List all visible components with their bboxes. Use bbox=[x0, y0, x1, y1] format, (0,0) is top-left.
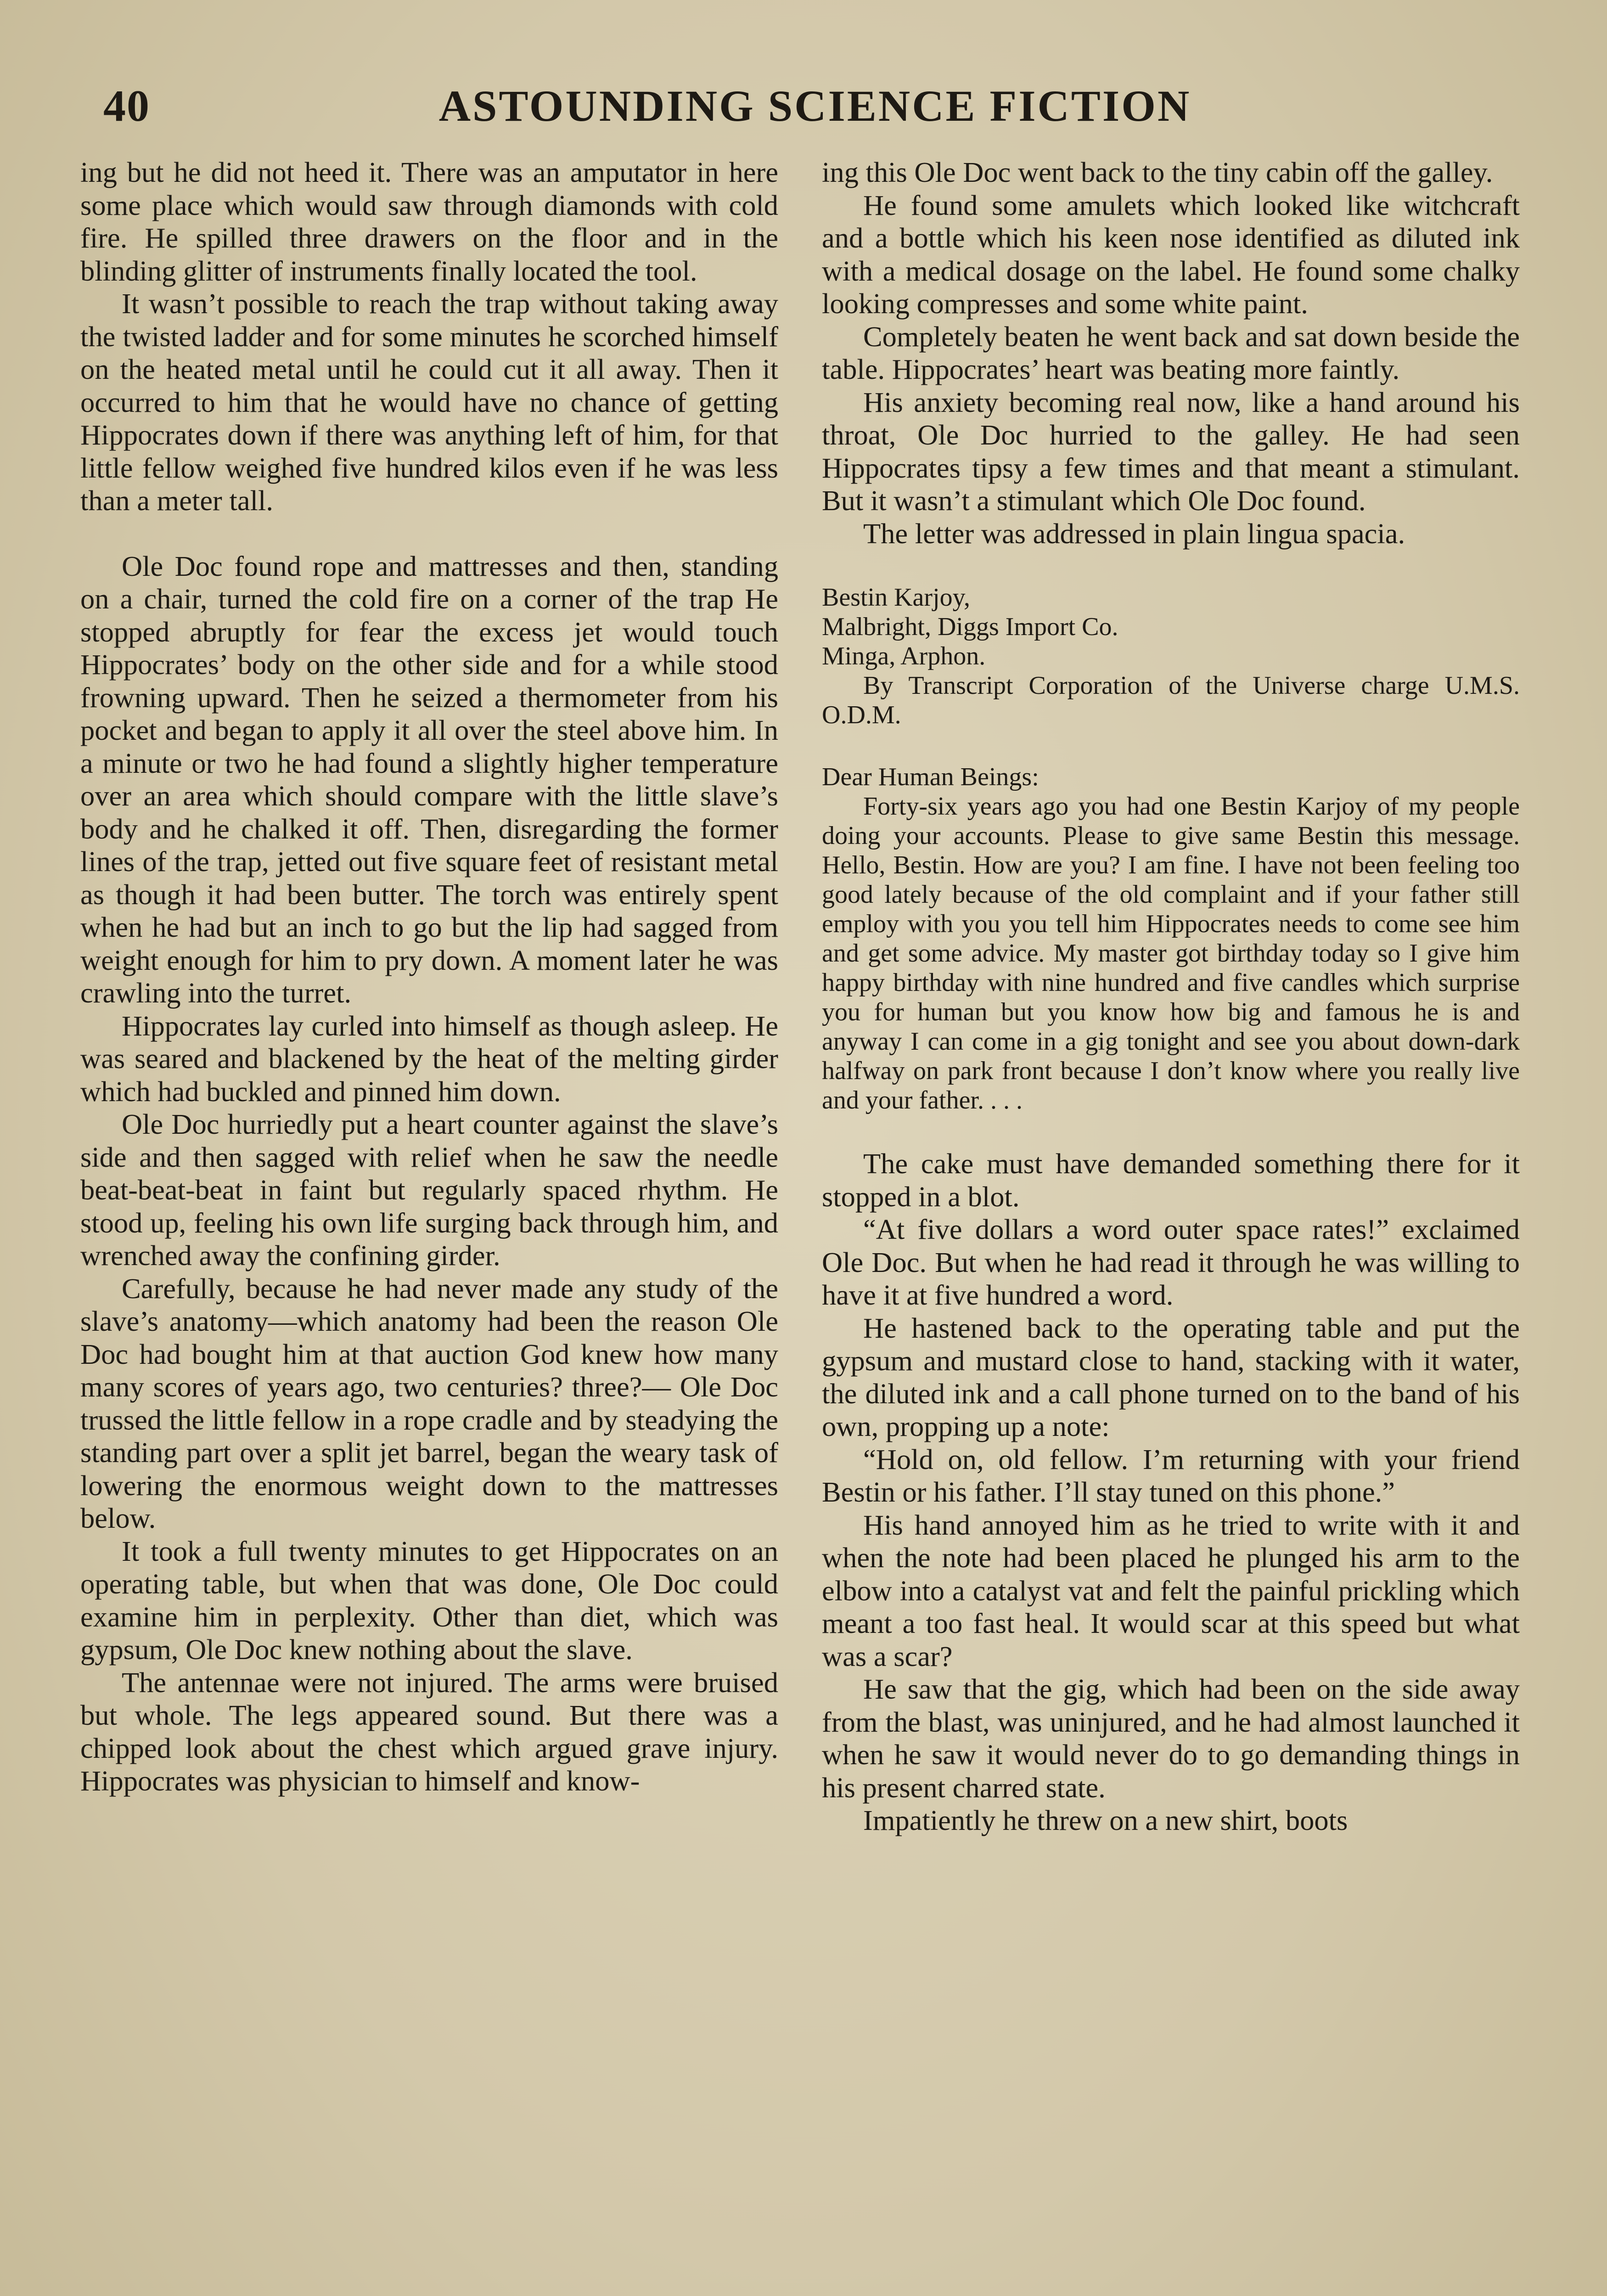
running-title: ASTOUNDING SCIENCE FICTION bbox=[438, 81, 1191, 130]
paragraph: He hastened back to the operating table and put the gypsum and mustard close to hand, stacking with it water, the diluted ink and a call phone turned on to the band of his own, propping up a note: bbox=[822, 1311, 1520, 1442]
page-number: 40 bbox=[103, 81, 150, 131]
letter-body: Forty-six years ago you had one Bestin Karjoy of my people doing your accounts. Please to give same Bestin this message. Hello, Bestin. How are you? I am fine. I have not been feeling too good lately because of the old complaint and if your father still employ with you you tell him Hippocrates needs to come see him and get some advice. My master got birthday today so I give him happy birthday with nine hundred and five candles which surprise you for human but you know how big and famous he is and anyway I can come in a gig tonight and see you about down-dark halfway on park front because I don’t know where you really live and your father. . . . bbox=[822, 792, 1520, 1114]
paragraph: Carefully, because he had never made any study of the slave’s anatomy—which anatomy had been the reason Ole Doc had bought him at that auction God knew how many many scores of years ago, two centuries? three?— Ole Doc trussed the little fellow in a rope cradle and by steadying the standing part over a split jet barrel, began the weary task of lowering the enormous weight down to the mattresses below. bbox=[80, 1272, 778, 1534]
page-header bbox=[92, 80, 1538, 140]
paragraph: “At five dollars a word outer space rates!” exclaimed Ole Doc. But when he had read it through he was willing to have it at five hundred a word. bbox=[822, 1213, 1520, 1311]
paragraph: Impatiently he threw on a new shirt, boots bbox=[863, 1804, 1348, 1836]
left-column bbox=[80, 156, 778, 1798]
letter-routing: By Transcript Corporation of the Universe charge U.M.S. O.D.M. bbox=[822, 671, 1520, 729]
paragraph: “Hold on, old fellow. I’m returning with your friend Bestin or his father. I’ll stay tuned on this phone.” bbox=[822, 1443, 1520, 1508]
paragraph: The cake must have demanded something there for it stopped in a blot. bbox=[822, 1148, 1520, 1213]
paragraph: It wasn’t possible to reach the trap without taking away the twisted ladder and for some minutes he scorched himself on the heated metal until he could cut it all away. Then it occurred to him that he would have no chance of getting Hippocrates down if there was anything left of him, for that little fellow weighed five hundred kilos even if he was less than a meter tall. bbox=[80, 287, 778, 517]
letter-address-line: Minga, Arphon. bbox=[822, 642, 986, 670]
letter-salutation: Dear Human Beings: bbox=[822, 763, 1039, 791]
paragraph: It took a full twenty minutes to get Hippocrates on an operating table, but when that was done, Ole Doc could examine him in perplexity. Other than diet, which was gypsum, Ole Doc knew nothing about the slave. bbox=[80, 1535, 778, 1666]
letter-address-line: Bestin Karjoy, bbox=[822, 583, 970, 612]
paragraph: ing but he did not heed it. There was an amputator in here some place which would saw through diamonds with cold fire. He spilled three drawers on the floor and in the blinding glitter of instruments finally located the tool. bbox=[80, 156, 778, 287]
paragraph: Ole Doc found rope and mattresses and then, standing on a chair, turned the cold fire on a corner of the trap He stopped abruptly for fear the excess jet would touch Hippocrates’ body on the other side and for a while stood frowning upward. Then he seized a thermometer from his pocket and began to apply it all over the steel above him. In a minute or two he had found a slightly higher temperature over an area which should compare with the little slave’s body and he chalked it off. Then, disregarding the former lines of the trap, jetted out five square feet of resistant metal as though it had been butter. The torch was entirely spent when he had but an inch to go but the lip had sagged from weight enough for him to pry down. A moment later he was crawling into the turret. bbox=[80, 550, 778, 1009]
paragraph: He found some amulets which looked like witchcraft and a bottle which his keen nose identified as diluted ink with a medical dosage on the label. He found some chalky looking compresses and some white paint. bbox=[822, 189, 1520, 320]
paragraph: Hippocrates lay curled into himself as though asleep. He was seared and blackened by the heat of the melting girder which had buckled and pinned him down. bbox=[80, 1009, 778, 1108]
paragraph: The antennae were not injured. The arms were bruised but whole. The legs appeared sound. But there was a chipped look about the chest which argued grave injury. Hippocrates was physician to himself and know- bbox=[80, 1666, 778, 1797]
paragraph: The letter was addressed in plain lingua spacia. bbox=[863, 517, 1405, 550]
paragraph: ing this Ole Doc went back to the tiny cabin off the galley. bbox=[822, 156, 1493, 188]
paragraph: His hand annoyed him as he tried to write with it and when the note had been placed he plunged his arm to the elbow into a catalyst vat and felt the painful prickling which meant a too fast heal. It would scar at this speed but what was a scar? bbox=[822, 1508, 1520, 1672]
paragraph: Ole Doc hurriedly put a heart counter against the slave’s side and then sagged with relief when he saw the needle beat-beat-beat in faint but regularly spaced rhythm. He stood up, feeling his own life surging back through him, and wrenched away the confining girder. bbox=[80, 1108, 778, 1272]
paragraph: His anxiety becoming real now, like a hand around his throat, Ole Doc hurried to the galley. He had seen Hippocrates tipsy a few times and that meant a stimulant. But it wasn’t a stimulant which Ole Doc found. bbox=[822, 386, 1520, 517]
paragraph: He saw that the gig, which had been on the side away from the blast, was uninjured, and he had almost launched it when he saw it would never do to go demanding things in his present charred state. bbox=[822, 1673, 1520, 1804]
letter-address-line: Malbright, Diggs Import Co. bbox=[822, 613, 1118, 641]
right-column bbox=[822, 156, 1520, 1837]
paragraph: Completely beaten he went back and sat down beside the table. Hippocrates’ heart was beating more faintly. bbox=[822, 320, 1520, 385]
